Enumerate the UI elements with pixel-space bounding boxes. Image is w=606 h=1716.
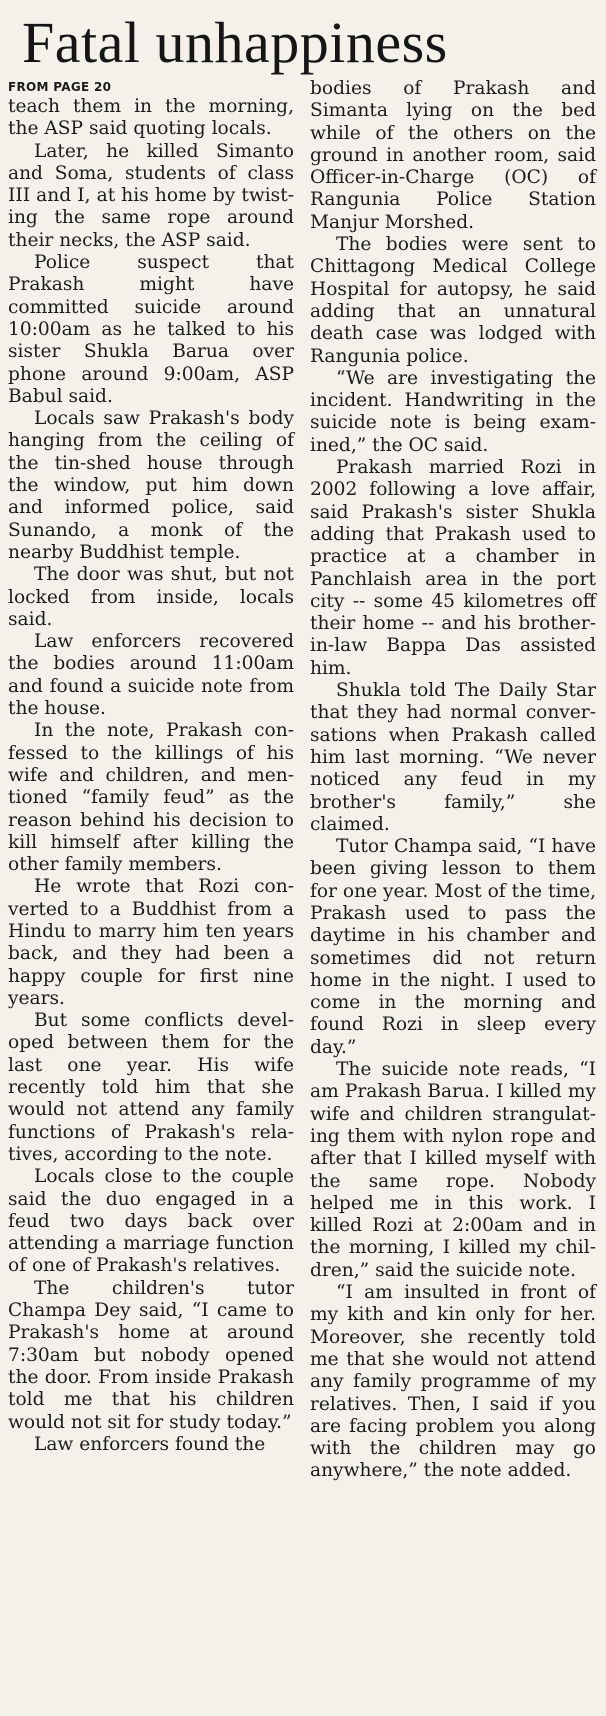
paragraph: Later, he killed Simanto and Soma, students of class III and I, at his home by twisting the same rope around their necks, the ASP said. — [8, 140, 294, 251]
paragraph: The bodies were sent to Chittagong Medical College Hospital for autopsy, he said adding that an unnatural death case was lodged with Rangunia police. — [310, 234, 596, 367]
paragraph: Law enforcers found the — [34, 1433, 266, 1455]
headline: Fatal unhappiness — [22, 10, 448, 75]
paragraph: “I am insulted in front of my kith and kin only for her. Moreover, she recently told me that she would not attend any family programme of my relatives. Then, I said if you are facing problem you along with the children may go anywhere,” the note added. — [310, 1282, 596, 1482]
left-column — [8, 78, 294, 1483]
paragraph: He wrote that Rozi converted to a Buddhist from a Hindu to marry him ten years back, and they had been a happy couple for first nine years. — [8, 876, 294, 1009]
article-body — [8, 78, 596, 1483]
paragraph: Police suspect that Prakash might have committed suicide around 10:00am as he talked to his sister Shukla Barua over phone around 9:00am, ASP Babul said. — [8, 252, 294, 407]
paragraph: Law enforcers recovered the bodies around 11:00am and found a suicide note from the house. — [8, 631, 294, 720]
paragraph: The door was shut, but not locked from inside, locals said. — [8, 564, 294, 630]
paragraph: bodies of Prakash and Simanta lying on the bed while of the others on the ground in another room, said Officer-in-Charge (OC) of Rangunia Police Station Manjur Morshed. — [310, 78, 596, 233]
paragraph: But some conflicts developed between them for the last one year. His wife recently told him that she would not attend any family functions of Prakash's relatives, according to the note. — [8, 1010, 294, 1165]
paragraph: Prakash married Rozi in 2002 following a love affair, said Prakash's sister Shukla adding that Prakash used to practice at a chamber in Panchlaish area in the port city -- some 45 kilometres off their home -- and his brother-in-law Bappa Das assisted him. — [310, 457, 596, 679]
right-column — [310, 78, 596, 1483]
paragraph: teach them in the morning, the ASP said quoting locals. — [8, 96, 294, 140]
paragraph: The suicide note reads, “I am Prakash Barua. I killed my wife and children strangulating them with nylon rope and after that I killed myself with the same rope. Nobody helped me in this work. I killed Rozi at 2:00am and in the morning, I killed my children,” said the suicide note. — [310, 1059, 596, 1281]
paragraph: In the note, Prakash confessed to the killings of his wife and children, and mentioned “family feud” as the reason behind his decision to kill himself after killing the other family members. — [8, 720, 294, 876]
paragraph: Locals close to the couple said the duo engaged in a feud two days back over attending a marriage function of one of Prakash's relatives. — [8, 1166, 294, 1277]
continuation-kicker: FROM PAGE 20 — [8, 80, 112, 94]
paragraph: Locals saw Prakash's body hanging from the ceiling of the tin-shed house through the window, put him down and informed police, said Sunando, a monk of the nearby Buddhist temple. — [8, 408, 294, 563]
paragraph: Shukla told The Daily Star that they had normal conversations when Prakash called him last morning. “We never noticed any feud in my brother's family,” she claimed. — [310, 680, 596, 835]
paragraph: The children's tutor Champa Dey said, “I came to Prakash's home at around 7:30am but nobody opened the door. From inside Prakash told me that his children would not sit for study today.” — [8, 1277, 294, 1433]
paragraph: “We are investigating the incident. Handwriting in the suicide note is being examined,” the OC said. — [310, 367, 596, 456]
paragraph: Tutor Champa said, “I have been giving lesson to them for one year. Most of the time, Prakash used to pass the daytime in his chamber and sometimes did not return home in the night. I used to come in the morning and found Rozi in sleep every day.” — [310, 836, 596, 1058]
